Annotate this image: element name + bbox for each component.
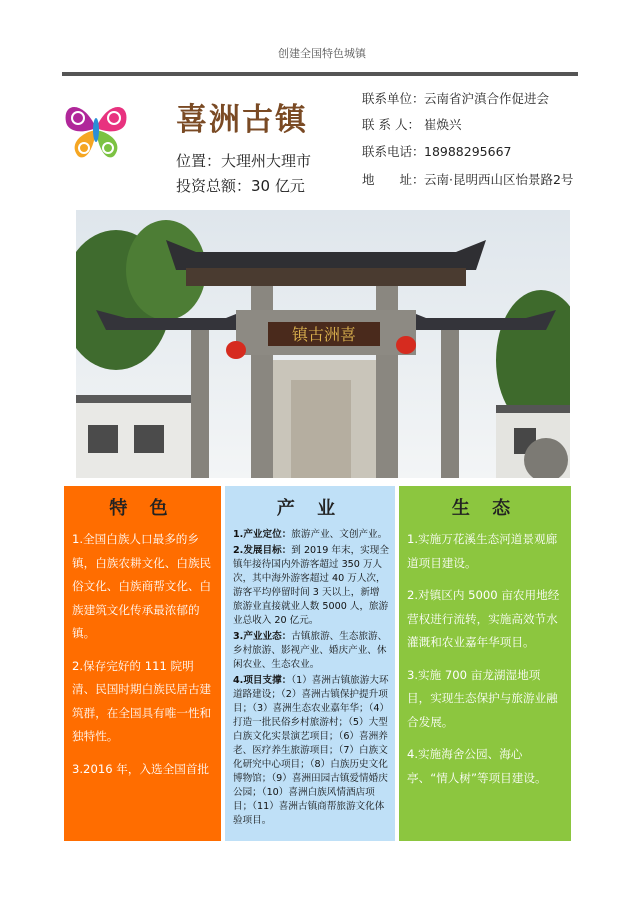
contact-phone-label: 联系电话： — [362, 144, 425, 159]
industry-item-text: 旅游产业、文创产业。 — [291, 529, 388, 540]
ecology-item: 1.实施万花溪生态河道景观廊道项目建设。 — [407, 532, 558, 570]
features-heading: 特 色 — [109, 498, 176, 519]
location-text: 位置：大理州大理市 — [176, 152, 312, 170]
contact-person-value: 崔焕兴 — [424, 117, 462, 132]
ecology-column — [399, 486, 571, 841]
industry-column — [225, 486, 395, 841]
gate-plaque-text: 镇古洲喜 — [291, 325, 357, 344]
industry-item — [233, 528, 389, 542]
ecology-item: 2.对镇区内 5000 亩农用地经营权进行流转，实施高效节水灌溉和农业嘉年华项目。 — [407, 588, 560, 649]
industry-item-title: 3.产业业态： — [233, 631, 292, 642]
town-name: 喜洲古镇 — [176, 102, 308, 138]
industry-item-text: 古镇旅游、生态旅游、乡村旅游、影视产业、婚庆产业、休闲农业、生态农业。 — [233, 631, 388, 670]
header-rule — [62, 72, 578, 76]
features-item: 1.全国白族人口最多的乡镇，白族农耕文化、白族民俗文化、白族商帮文化、白族建筑文化传承最浓郁的镇。 — [72, 532, 212, 640]
contact-phone-value: 18988295667 — [424, 144, 512, 159]
industry-item-title: 1.产业定位： — [233, 529, 292, 540]
contact-address-label: 地 址： — [362, 172, 425, 187]
contact-unit — [362, 89, 549, 107]
industry-heading: 产 业 — [276, 498, 344, 519]
features-column — [64, 486, 221, 841]
features-item: 3.2016 年，入选全国首批 — [72, 761, 210, 776]
investment-text: 投资总额：30 亿元 — [176, 177, 305, 195]
contact-person — [362, 115, 462, 133]
contact-phone — [362, 142, 511, 160]
contact-address-value: 云南·昆明西山区怡景路2号 — [424, 172, 574, 187]
industry-item-title: 4.项目支撑： — [233, 675, 292, 686]
ecology-item: 4.实施海舍公园、海心亭、“情人树”等项目建设。 — [407, 747, 547, 785]
contact-unit-label: 联系单位： — [362, 91, 425, 106]
industry-item — [233, 630, 389, 672]
features-item: 2.保存完好的 111 院明清、民国时期白族民居古建筑群，在全国具有唯一性和独特性。 — [72, 658, 212, 743]
industry-item — [233, 544, 389, 628]
industry-item-text: （1）喜洲古镇旅游大环道路建设；（2）喜洲古镇保护提升项目；（3）喜洲生态农业嘉年华；（4）打造一批民俗乡村旅游村；（5）大型白族文化实景演艺项目；（6）喜洲养老、医疗养生旅游项目；（7）白族文化研究中心项目；（8）白族历史文化博物馆；（9）喜洲田园古镇爱情婚庆公园；（10）喜洲白族风情酒店项目；（11）喜洲古镇商帮旅游文化体验项目。 — [233, 675, 389, 826]
industry-item-text: 到 2019 年末，实现全镇年接待国内外游客超过 350 万人次，其中海外游客超过 40 万人次，游客平均停留时间 3 天以上，新增旅游业直接就业人数 5000 人，旅游业总收入 20 亿元。 — [233, 545, 389, 626]
header-title: 创建全国特色城镇 — [278, 47, 366, 60]
industry-item — [233, 674, 389, 828]
industry-item-title: 2.发展目标： — [233, 545, 292, 556]
butterfly-logo-icon — [60, 92, 132, 164]
ecology-item: 3.实施 700 亩龙湖湿地项目，实现生态保护与旅游业融合发展。 — [407, 667, 558, 729]
gate-photo — [76, 210, 570, 478]
contact-address — [362, 170, 573, 188]
contact-person-label: 联 系 人： — [362, 117, 420, 132]
ecology-heading: 生 态 — [451, 498, 519, 519]
contact-unit-value: 云南省沪滇合作促进会 — [424, 91, 550, 106]
